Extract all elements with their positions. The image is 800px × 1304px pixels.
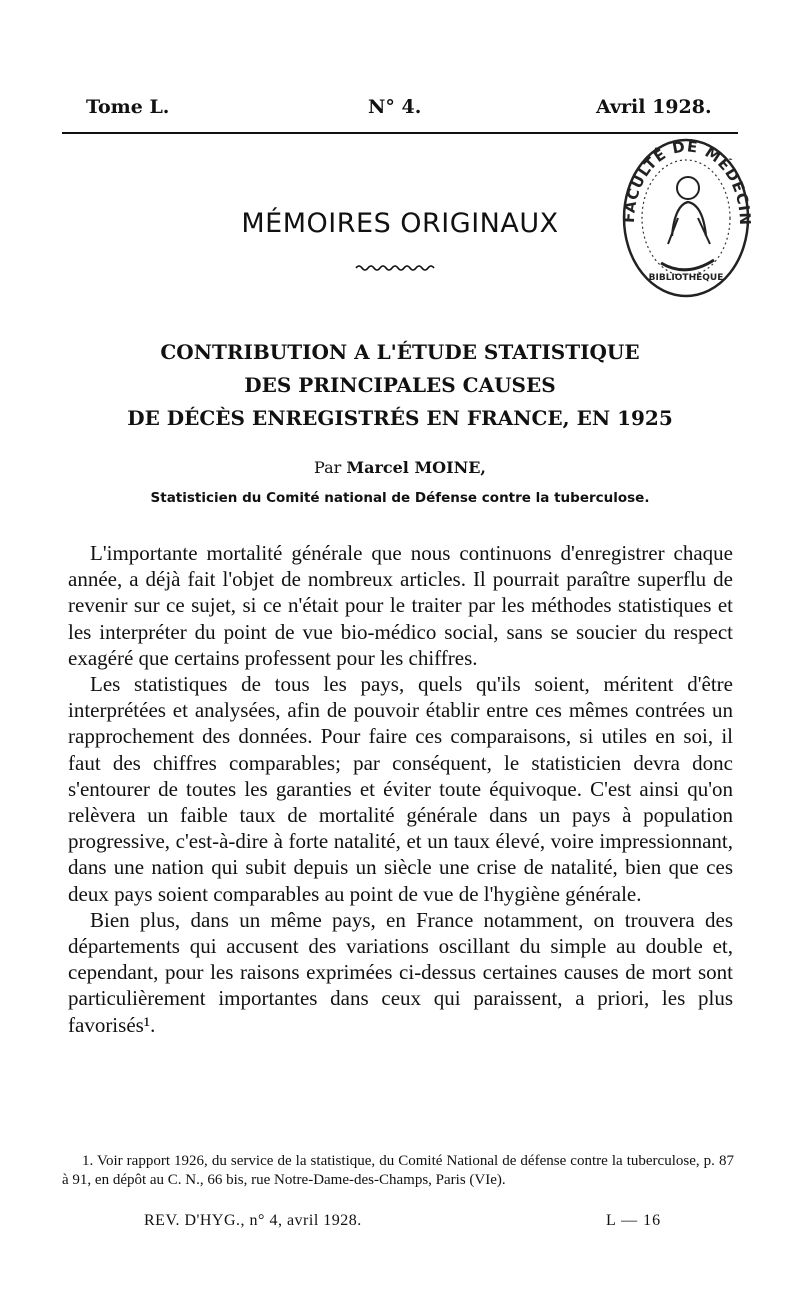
author-name: Marcel MOINE, [346,458,486,477]
svg-text:FACULTÉ DE MÉDECINE DE PARIS: FACULTÉ DE MÉDECIN [619,137,755,227]
library-stamp [616,118,756,298]
author-line [0,458,800,477]
wave-ornament-icon [355,262,437,274]
section-title: MÉMOIRES ORIGINAUX [241,208,559,239]
stamp-seal-icon [616,118,756,298]
footer-citation: REV. D'HYG., n° 4, avril 1928. [144,1212,362,1229]
author-affiliation: Statisticien du Comité national de Défense contre la tuberculose. [150,490,650,506]
article-title-line-3: DE DÉCÈS ENREGISTRÉS EN FRANCE, EN 1925 [127,406,673,430]
page-footer [0,1212,800,1236]
page-number: L — 16 [606,1212,662,1229]
svg-text:BIBLIOTHÈQUE: BIBLIOTHÈQUE [648,273,724,283]
article-body [68,540,733,1038]
paragraph: Bien plus, dans un même pays, en France notamment, on trouvera des départements qui accusent des variations oscillant du simple au double et, cependant, pour les raisons exprimées ci-dessus certaines causes de mort sont particulièrement importantes dans ceux qui paraissent, a priori, les plus favorisés¹. [68,907,733,1037]
issue-date: Avril 1928. [596,96,712,118]
footnote [62,1152,734,1190]
author-prefix: Par [314,458,342,477]
article-title-line-2: DES PRINCIPALES CAUSES [244,373,556,397]
issue-number: N° 4. [368,96,422,118]
volume-label: Tome L. [86,96,170,118]
paragraph: L'importante mortalité générale que nous continuons d'enregistrer chaque année, a déjà fait l'objet de nombreux articles. Il pourrait paraître superflu de revenir sur ce sujet, si ce n'était pour le traiter par les méthodes statistiques et les interpréter du point de vue bio-médico social, sans se soucier du respect exagéré que certains professent pour les chiffres. [68,541,733,670]
footnote-text: 1. Voir rapport 1926, du service de la statistique, du Comité National de défense contre la tuberculose, p. 87 à 91, en dépôt au C. N., 66 bis, rue Notre-Dame-des-Champs, Paris (VIe). [62,1153,734,1188]
paragraph: Les statistiques de tous les pays, quels qu'ils soient, méritent d'être interprétées et analysées, afin de pouvoir établir entre ces mêmes contrées un rapprochement des données. Pour faire ces comparaisons, si utiles en soi, il faut des chiffres comparables; par conséquent, le statisticien devra donc s'entourer de toutes les garanties et éviter toute équivoque. C'est ainsi qu'on relèvera un faible taux de mortalité générale dans un pays à population progressive, c'est-à-dire à forte natalité, et un taux élevé, voire impressionnant, dans une nation qui subit depuis un siècle une crise de natalité, bien que ces deux pays soient comparables au point de vue de l'hygiène générale. [68,672,733,906]
article-title-line-1: CONTRIBUTION A L'ÉTUDE STATISTIQUE [160,340,640,364]
